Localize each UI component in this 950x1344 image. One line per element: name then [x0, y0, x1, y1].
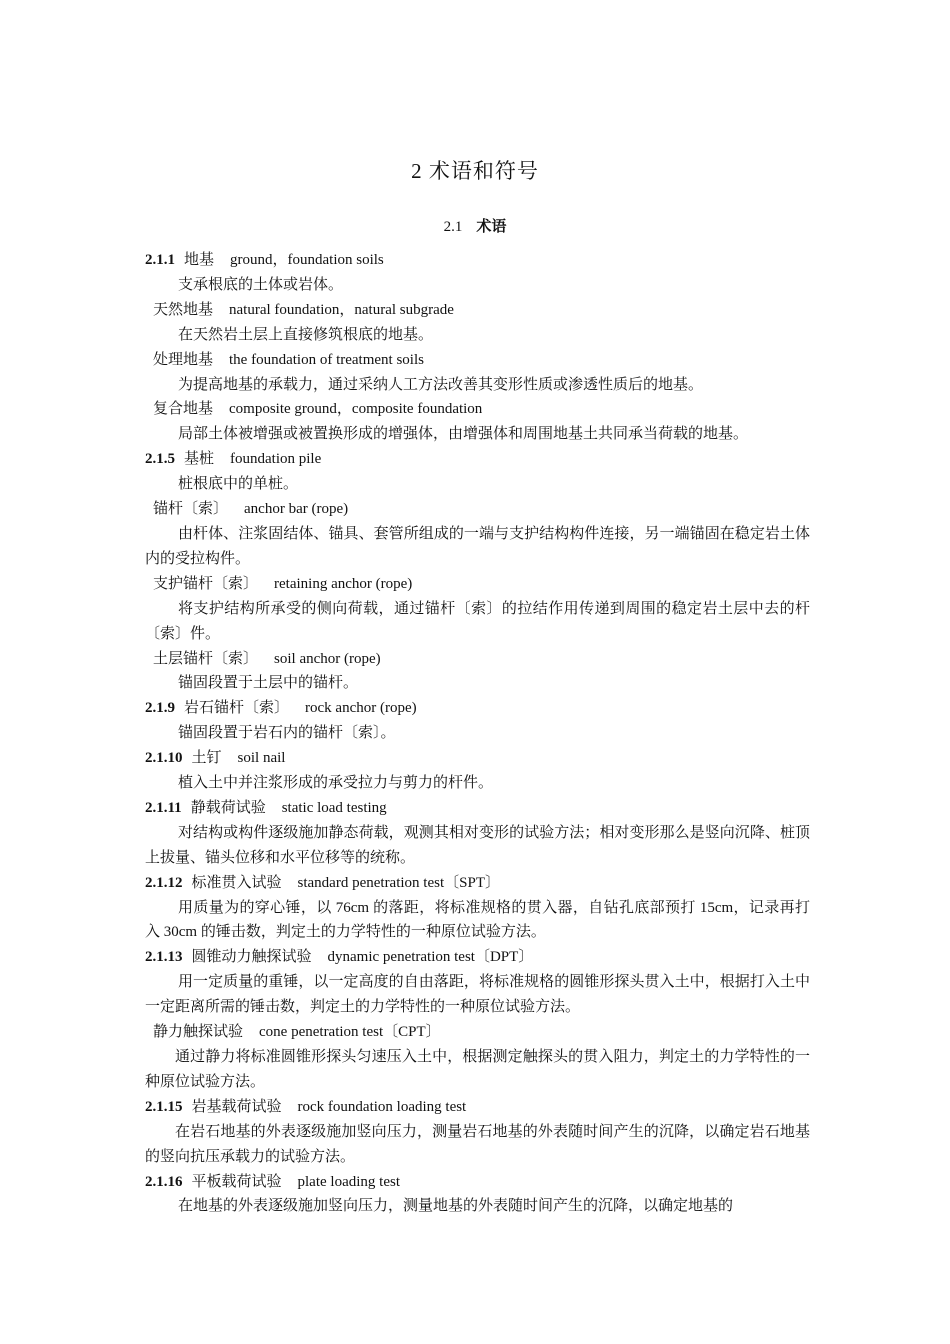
- term-definition: 局部土体被增强或被置换形成的增强体，由增强体和周围地基土共同承当荷载的地基。: [178, 426, 749, 443]
- term-definition: 锚固段置于土层中的锚杆。: [178, 675, 359, 692]
- term-definition: 通过静力将标准圆锥形探头匀速压入土中，根据测定触探头的贯入阻力，判定土的力学特性的一种原位试验方法。: [145, 1049, 810, 1090]
- term-heading: [145, 746, 810, 771]
- term-definition: 在地基的外表逐级施加竖向压力，测量地基的外表随时间产生的沉降，以确定地基的: [178, 1198, 734, 1215]
- term-chinese: 天然地基: [153, 301, 214, 318]
- term-english: composite ground，composite foundation: [229, 401, 483, 418]
- term-heading: [145, 248, 810, 273]
- term-heading: [145, 696, 810, 721]
- term-english: cone penetration test〔CPT〕: [259, 1024, 441, 1041]
- term-heading: [145, 1095, 810, 1120]
- term-chinese: 复合地基: [153, 401, 214, 418]
- term-definition: 在天然岩土层上直接修筑根底的地基。: [178, 326, 434, 343]
- term-definition: 桩根底中的单桩。: [178, 476, 299, 493]
- term-heading: [145, 497, 810, 522]
- chapter-title: 2 术语和符号: [411, 159, 539, 183]
- section-name: 术语: [476, 219, 507, 235]
- term-english: static load testing: [281, 799, 387, 816]
- term-heading: [145, 298, 810, 323]
- term-heading: [145, 647, 810, 672]
- term-english: anchor bar (rope): [244, 501, 349, 518]
- term-heading: [145, 348, 810, 373]
- term-english: plate loading test: [297, 1173, 400, 1190]
- term-english: standard penetration test〔SPT〕: [297, 874, 500, 891]
- term-definition: 为提高地基的承载力，通过采纳人工方法改善其变形性质或渗透性质后的地基。: [178, 376, 704, 393]
- term-heading: [145, 1170, 810, 1195]
- term-definition: 用一定质量的重锤，以一定高度的自由落距，将标准规格的圆锥形探头贯入土中，根据打入土中一定距离所需的锤击数，判定土的力学特性的一种原位试验方法。: [145, 974, 810, 1016]
- term-number: 2.1.12: [145, 874, 183, 891]
- term-chinese: 标准贯入试验: [191, 874, 282, 891]
- terms-list: [145, 248, 810, 1219]
- term-heading: [145, 945, 810, 970]
- term-english: natural foundation，natural subgrade: [229, 301, 454, 318]
- term-definition: 锚固段置于岩石内的锚杆〔索〕。: [178, 725, 396, 742]
- term-chinese: 静载荷试验: [190, 799, 266, 816]
- term-heading: [145, 397, 810, 422]
- term-heading: [145, 871, 810, 896]
- term-heading: [145, 1020, 810, 1045]
- term-definition: 将支护结构所承受的侧向荷载，通过锚杆〔索〕的拉结作用传递到周围的稳定岩土层中去的杆〔索〕件。: [145, 600, 810, 642]
- term-number: 2.1.13: [145, 949, 183, 966]
- term-chinese: 锚杆〔索〕: [153, 501, 229, 518]
- term-chinese: 地基: [184, 252, 215, 268]
- term-number: 2.1.5: [145, 451, 175, 468]
- term-definition: 由杆体、注浆固结体、锚具、套管所组成的一端与支护结构构件连接，另一端锚固在稳定岩土体内的受拉构件。: [145, 525, 810, 567]
- term-definition: 植入土中并注浆形成的承受拉力与剪力的杆件。: [178, 775, 494, 792]
- term-definition: 用质量为的穿心锤，以 76cm 的落距，将标准规格的贯入器，自钻孔底部预打 15cm，记录再打入 30cm 的锤击数，判定土的力学特性的一种原位试验方法。: [145, 899, 810, 941]
- term-english: dynamic penetration test〔DPT〕: [327, 949, 534, 966]
- term-chinese: 平板载荷试验: [191, 1173, 282, 1190]
- term-number: 2.1.15: [145, 1098, 183, 1115]
- term-chinese: 支护锚杆〔索〕: [153, 575, 259, 592]
- term-english: ground，foundation soils: [230, 252, 384, 268]
- term-english: foundation pile: [230, 451, 322, 468]
- term-chinese: 基桩: [184, 451, 215, 468]
- term-english: soil nail: [237, 750, 286, 767]
- term-chinese: 岩基载荷试验: [191, 1098, 282, 1115]
- term-number: 2.1.11: [145, 799, 182, 816]
- term-definition: 支承根底的土体或岩体。: [178, 276, 344, 293]
- term-number: 2.1.16: [145, 1173, 183, 1190]
- term-heading: [145, 447, 810, 472]
- term-definition: 在岩石地基的外表逐级施加竖向压力，测量岩石地基的外表随时间产生的沉降，以确定岩石地基的竖向抗压承载力的试验方法。: [145, 1123, 810, 1165]
- term-chinese: 土层锚杆〔索〕: [153, 650, 259, 667]
- term-chinese: 土钉: [191, 750, 222, 767]
- term-english: soil anchor (rope): [274, 650, 381, 667]
- term-chinese: 岩石锚杆〔索〕: [184, 700, 290, 717]
- term-chinese: 处理地基: [153, 351, 214, 368]
- term-english: retaining anchor (rope): [274, 575, 413, 592]
- section-number: 2.1: [443, 219, 463, 235]
- term-heading: [145, 796, 810, 821]
- term-heading: [145, 572, 810, 597]
- section-heading: [0, 215, 950, 236]
- term-english: rock anchor (rope): [305, 700, 417, 717]
- term-number: 2.1.9: [145, 700, 175, 717]
- term-definition: 对结构或构件逐级施加静态荷载，观测其相对变形的试验方法；相对变形那么是竖向沉降、桩顶上拔量、锚头位移和水平位移等的统称。: [145, 824, 810, 866]
- term-chinese: 静力触探试验: [153, 1024, 244, 1041]
- term-english: rock foundation loading test: [297, 1098, 467, 1115]
- term-number: 2.1.1: [145, 252, 175, 268]
- term-number: 2.1.10: [145, 750, 183, 767]
- term-english: the foundation of treatment soils: [229, 351, 424, 368]
- term-chinese: 圆锥动力触探试验: [191, 949, 312, 966]
